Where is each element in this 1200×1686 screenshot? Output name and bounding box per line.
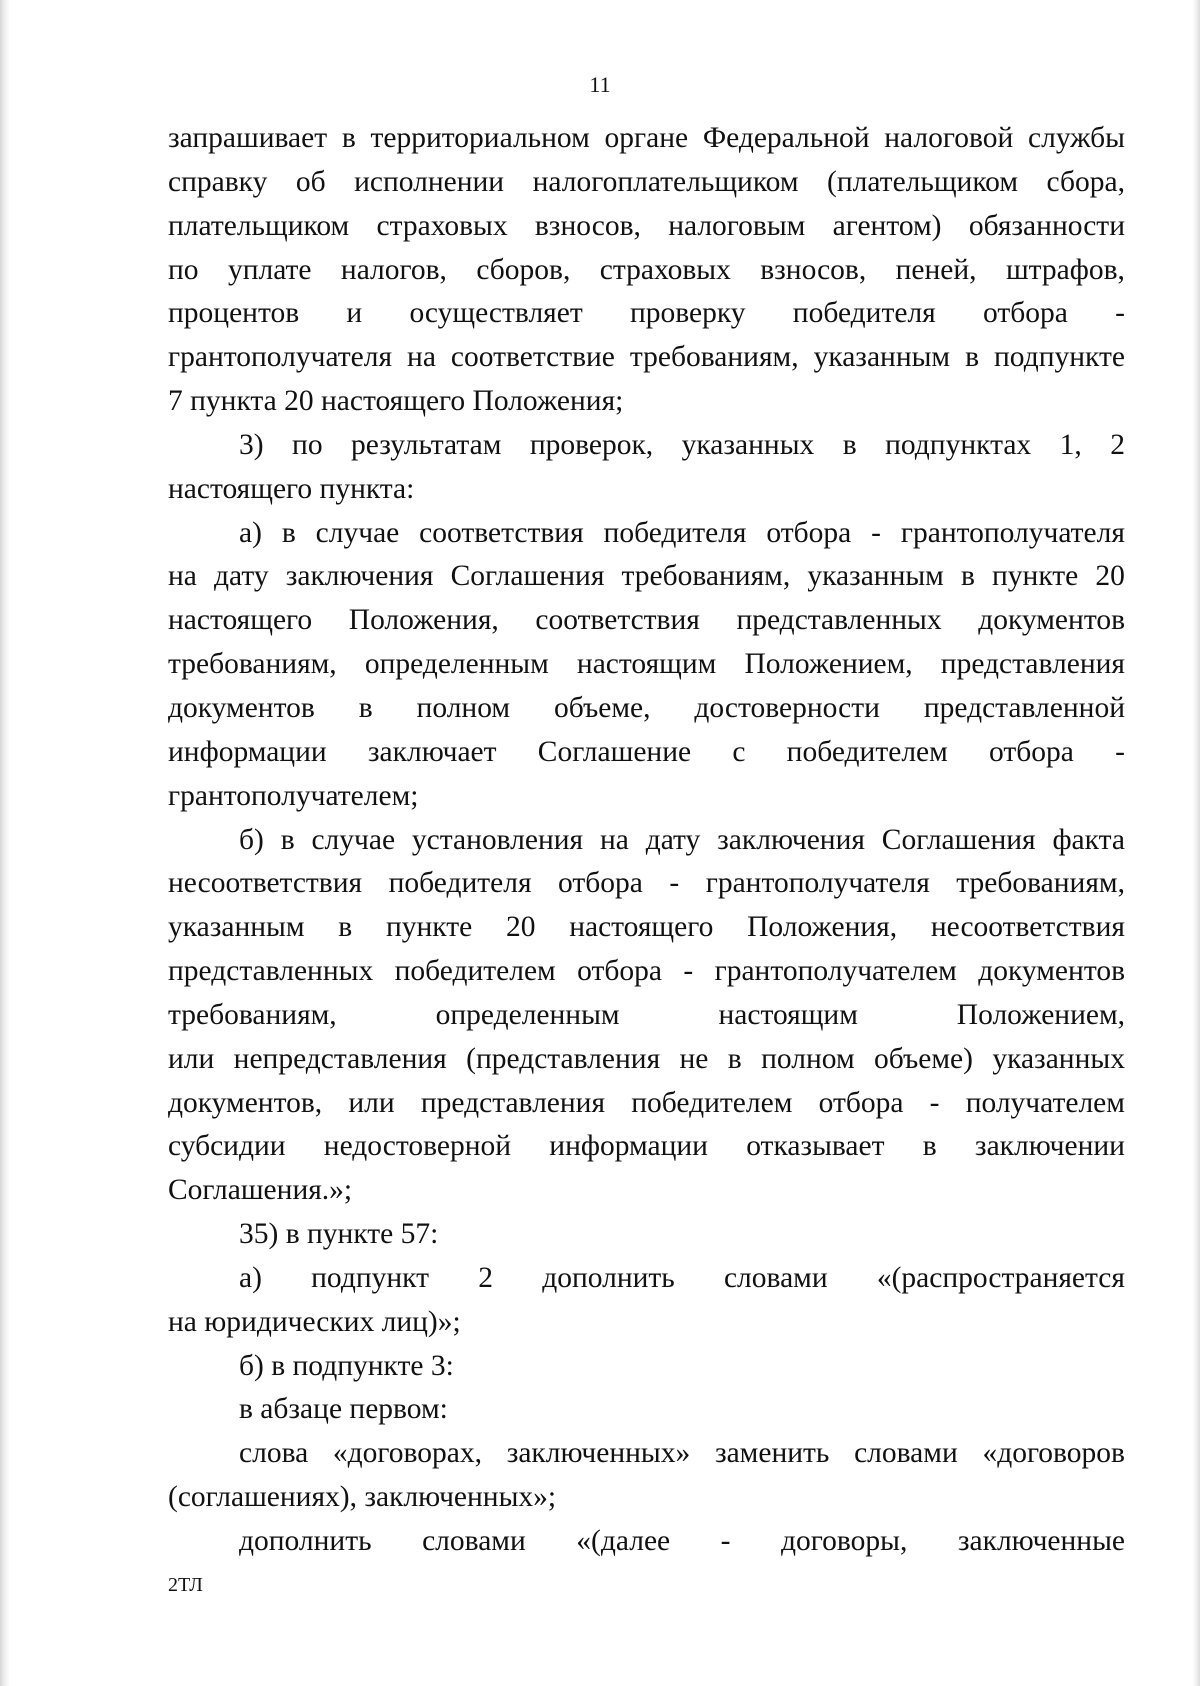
word: случае (311, 823, 396, 856)
word: территориальном (370, 122, 590, 154)
word: - (1115, 297, 1125, 330)
word: службы (1028, 122, 1125, 154)
word: на (407, 341, 436, 374)
word: отказывает (746, 1130, 885, 1163)
word: грантополучателя (705, 867, 930, 900)
word: по (168, 253, 199, 286)
text-line (168, 994, 1125, 1038)
word: соответствия (535, 604, 700, 637)
word: Соглашение (537, 735, 692, 768)
word: подпункт (311, 1261, 429, 1294)
word: полном (761, 1042, 855, 1075)
text-line (168, 950, 1125, 994)
page-number: 11 (589, 72, 611, 97)
word: плательщиком (168, 209, 350, 242)
word: указанным (813, 341, 951, 374)
word: справку (168, 165, 268, 198)
word: на (168, 560, 197, 593)
text-line: (соглашениях), заключенных»; (168, 1481, 557, 1514)
word: победителя (792, 297, 936, 330)
word: грантополучателя (900, 516, 1125, 549)
word: словами (854, 1437, 958, 1470)
word: словами (422, 1525, 526, 1557)
word: налоговой (884, 122, 1014, 154)
word: процентов (168, 297, 300, 330)
word: Соглашения (450, 560, 605, 593)
word: отбора (577, 955, 662, 988)
word: непредставления (233, 1042, 447, 1075)
word: словами (723, 1261, 828, 1294)
word: получателем (965, 1086, 1125, 1119)
word: и (346, 297, 363, 330)
text-line (168, 1520, 1125, 1564)
word: документов (978, 604, 1125, 637)
word: определенным (435, 998, 620, 1031)
word: победителем (394, 955, 556, 988)
word: документов, (168, 1086, 323, 1119)
word: органе (604, 122, 689, 154)
word: в (281, 516, 296, 549)
word: - (1115, 735, 1125, 768)
word: с (732, 735, 746, 768)
text-line (168, 819, 1125, 863)
word: договоры, (781, 1525, 908, 1557)
word: объеме) (873, 1042, 973, 1075)
text-line (168, 249, 1125, 293)
text-line (168, 555, 1125, 599)
word: в (280, 823, 295, 856)
word: установления (411, 823, 584, 856)
text-line (168, 424, 1125, 468)
word: в (960, 560, 975, 593)
text-line: 7 пункта 20 настоящего Положения; (168, 385, 624, 418)
word: отбора (982, 297, 1068, 330)
scan-edge-left (0, 0, 10, 1686)
word: на (599, 823, 629, 856)
word: заключения (285, 560, 434, 593)
word: Федеральной (702, 122, 870, 154)
word: дополнить (239, 1525, 372, 1557)
document-body (168, 117, 1125, 1564)
word: сборов, (476, 253, 571, 286)
text-line (168, 161, 1125, 205)
word: отбора (989, 735, 1074, 768)
word: взносов, (760, 253, 867, 286)
word: указанным (807, 560, 944, 593)
word: заключении (974, 1130, 1125, 1163)
word: заключенные (957, 1525, 1125, 1557)
word: пеней, (895, 253, 977, 286)
text-line (168, 1432, 1125, 1476)
word: Положением, (744, 648, 913, 681)
word: налоговым (668, 209, 806, 242)
word: объеме, (553, 691, 651, 724)
word: настоящим (576, 648, 717, 681)
word: 20 (505, 911, 536, 944)
word: несоответствия (930, 911, 1125, 944)
word: (представления (466, 1042, 661, 1075)
word: страховых (599, 253, 731, 286)
word: в (842, 428, 857, 461)
word: пункте (385, 911, 473, 944)
word: агентом) (832, 209, 942, 242)
word: не (679, 1042, 709, 1075)
word: недостоверной (323, 1130, 512, 1163)
word: грантополучателя (168, 341, 393, 374)
word: проверок, (529, 428, 654, 461)
word: требованиям, (168, 998, 337, 1031)
word: представления (940, 648, 1125, 681)
text-line (168, 687, 1125, 731)
word: 2 (1110, 428, 1125, 461)
text-line (168, 731, 1125, 775)
word: соответствия (419, 516, 584, 549)
word: отбора (818, 1086, 904, 1119)
text-line (168, 906, 1125, 950)
word: сбора, (1046, 165, 1125, 198)
text-line: на юридических лиц)»; (168, 1305, 461, 1338)
word: - (871, 516, 881, 549)
word: Соглашения (881, 823, 1036, 856)
word: субсидии (168, 1130, 286, 1163)
word: отбора (558, 867, 643, 900)
text-line (168, 643, 1125, 687)
word: «(далее (576, 1525, 671, 1557)
word: победителя (388, 867, 532, 900)
word: указанных (992, 1042, 1125, 1075)
word: требованиям, (168, 648, 337, 681)
word: указанных (681, 428, 815, 461)
text-line (168, 1257, 1125, 1301)
word: заключения (717, 823, 865, 856)
text-line (168, 336, 1125, 380)
text-line (168, 117, 1125, 161)
word: настоящим (718, 998, 858, 1031)
word: результатам (351, 428, 502, 461)
text-line (168, 1038, 1125, 1082)
word: 3) (239, 428, 264, 461)
word: представленных (168, 955, 374, 988)
word: слова (239, 1437, 309, 1470)
word: страховых (376, 209, 508, 242)
word: дату (214, 560, 269, 593)
word: в (727, 1042, 742, 1075)
text-line: б) в подпункте 3: (239, 1349, 454, 1382)
text-line: 35) в пункте 57: (239, 1218, 439, 1251)
text-line: Соглашения.»; (168, 1174, 353, 1207)
text-line (168, 512, 1125, 556)
word: настоящего (569, 911, 714, 944)
word: «(распространяется (876, 1261, 1125, 1294)
word: заключенных» (506, 1437, 691, 1470)
word: а) (239, 516, 262, 549)
word: исполнении (354, 165, 505, 198)
word: победителя (603, 516, 747, 549)
word: пункте (992, 560, 1079, 593)
text-line (168, 862, 1125, 906)
word: налогоплательщиком (532, 165, 799, 198)
word: соответствие (450, 341, 615, 374)
text-line: грантополучателем; (168, 779, 419, 812)
word: проверку (629, 297, 746, 330)
word: Положением, (956, 998, 1125, 1031)
word: информации (168, 735, 327, 768)
word: документов (978, 955, 1125, 988)
word: достоверности (694, 691, 880, 724)
word: указанным (168, 911, 305, 944)
word: Положения, (747, 911, 898, 944)
word: представления (420, 1086, 606, 1119)
scan-edge-right (1192, 0, 1200, 1686)
word: б) (239, 823, 264, 856)
word: осуществляет (409, 297, 583, 330)
word: представленных (736, 604, 942, 637)
text-line (168, 292, 1125, 336)
word: несоответствия (168, 867, 363, 900)
text-line: в абзаце первом: (239, 1393, 448, 1426)
word: подпунктах (885, 428, 1032, 461)
footer-code: 2ТЛ (168, 1574, 203, 1596)
word: победителем (631, 1086, 793, 1119)
word: по (292, 428, 323, 461)
word: или (168, 1042, 215, 1075)
word: победителем (786, 735, 948, 768)
word: дополнить (542, 1261, 675, 1294)
word: в (341, 122, 356, 154)
word: отбора (766, 516, 852, 549)
word: случае (315, 516, 400, 549)
word: в (338, 911, 353, 944)
word: в (922, 1130, 937, 1163)
word: запрашивает (168, 122, 328, 154)
word: «договоров (982, 1437, 1125, 1470)
word: - (683, 955, 694, 988)
text-line (168, 1125, 1125, 1169)
word: взносов, (534, 209, 641, 242)
word: - (669, 867, 680, 900)
text-line (168, 599, 1125, 643)
word: требованиям, (956, 867, 1125, 900)
word: требованиям, (629, 341, 799, 374)
word: налогов, (340, 253, 447, 286)
word: настоящего (168, 604, 313, 637)
word: требованиям, (621, 560, 791, 593)
word: уплате (227, 253, 312, 286)
word: (плательщиком (827, 165, 1019, 198)
text-line (168, 1082, 1125, 1126)
word: 2 (478, 1261, 493, 1294)
word: - (929, 1086, 940, 1119)
word: в (965, 341, 980, 374)
word: определенным (364, 648, 549, 681)
word: а) (239, 1261, 262, 1294)
word: 1, (1059, 428, 1082, 461)
word: об (295, 165, 326, 198)
word: грантополучателем (714, 955, 957, 988)
word: - (720, 1525, 731, 1557)
word: информации (549, 1130, 708, 1163)
word: полном (416, 691, 511, 724)
word: представленной (923, 691, 1125, 724)
text-line (168, 205, 1125, 249)
word: или (348, 1086, 395, 1119)
word: заключает (367, 735, 497, 768)
word: штрафов, (1005, 253, 1125, 286)
word: дату (645, 823, 701, 856)
word: подпункте (994, 341, 1125, 374)
word: «договорах, (332, 1437, 482, 1470)
word: Положения, (348, 604, 499, 637)
word: 20 (1095, 560, 1125, 593)
word: факта (1052, 823, 1125, 856)
word: заменить (714, 1437, 830, 1470)
text-line: настоящего пункта: (168, 472, 415, 505)
word: в (358, 691, 373, 724)
word: документов (168, 691, 315, 724)
word: обязанности (968, 209, 1125, 242)
